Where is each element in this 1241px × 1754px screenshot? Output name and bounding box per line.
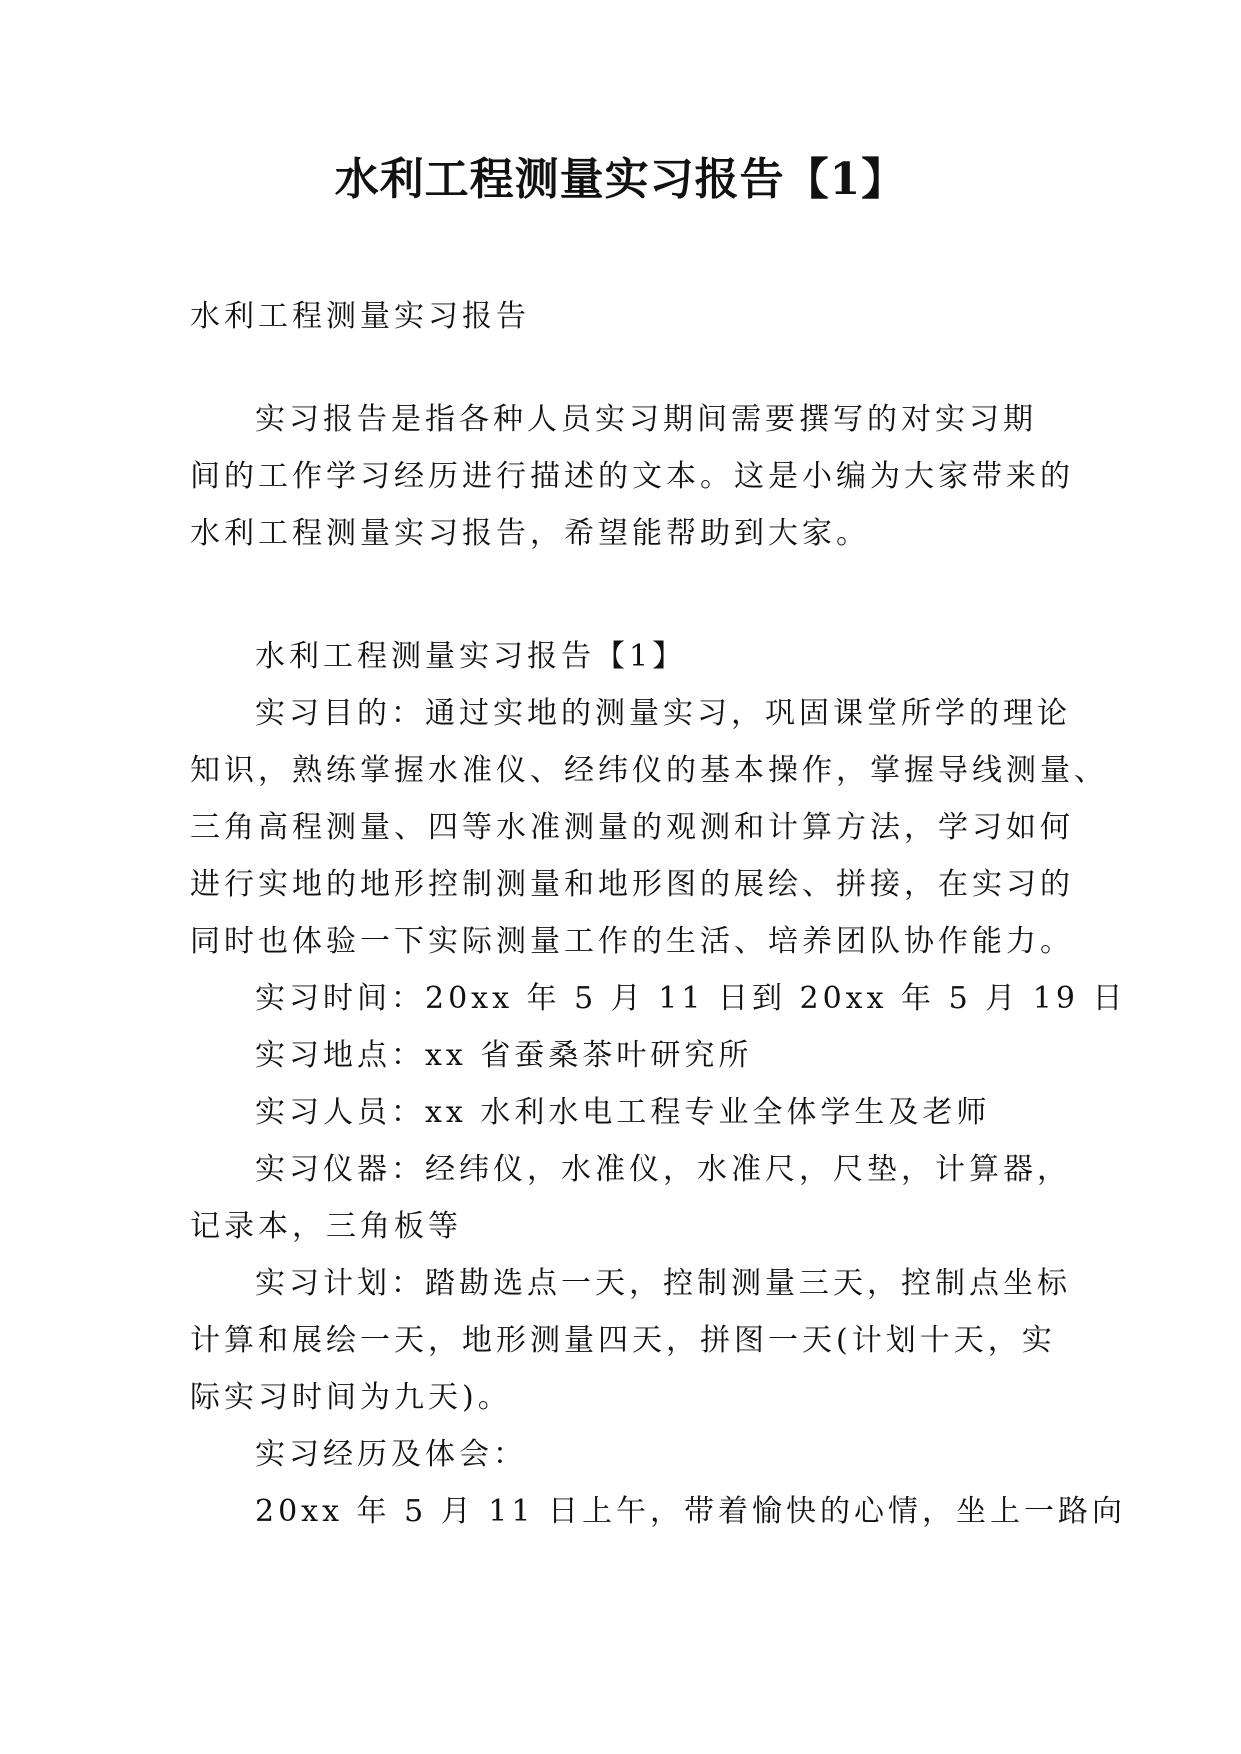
paragraph-line: 水利工程测量实习报告，希望能帮助到大家。 — [190, 516, 870, 551]
paragraph-line: 记录本，三角板等 — [190, 1209, 462, 1244]
internship-instruments: 实习仪器：经纬仪，水准仪，水准尺，尺垫，计算器， — [255, 1152, 1071, 1187]
paragraph-line: 间的工作学习经历进行描述的文本。这是小编为大家带来的 — [190, 459, 1074, 494]
paragraph-line: 实习报告是指各种人员实习期间需要撰写的对实习期 — [255, 402, 1037, 437]
document-subtitle: 水利工程测量实习报告 — [190, 299, 530, 334]
paragraph-line: 20xx 年 5 月 11 日上午，带着愉快的心情，坐上一路向 — [255, 1494, 1126, 1529]
paragraph-line: 知识，熟练掌握水准仪、经纬仪的基本操作，掌握导线测量、 — [190, 753, 1108, 788]
paragraph-line: 计算和展绘一天，地形测量四天，拼图一天(计划十天，实 — [190, 1323, 1056, 1358]
internship-plan: 实习计划：踏勘选点一天，控制测量三天，控制点坐标 — [255, 1266, 1071, 1301]
paragraph-line: 进行实地的地形控制测量和地形图的展绘、拼接，在实习的 — [190, 867, 1074, 902]
internship-time: 实习时间：20xx 年 5 月 11 日到 20xx 年 5 月 19 日 — [255, 981, 1127, 1016]
internship-location: 实习地点：xx 省蚕桑茶叶研究所 — [255, 1038, 753, 1073]
document-title: 水利工程测量实习报告【1】 — [334, 154, 907, 205]
paragraph-line: 三角高程测量、四等水准测量的观测和计算方法，学习如何 — [190, 810, 1074, 845]
paragraph-line: 实习目的：通过实地的测量实习，巩固课堂所学的理论 — [255, 696, 1071, 731]
paragraph-line: 际实习时间为九天)。 — [190, 1380, 512, 1415]
section-heading: 水利工程测量实习报告【1】 — [255, 639, 687, 674]
internship-personnel: 实习人员：xx 水利水电工程专业全体学生及老师 — [255, 1095, 991, 1130]
paragraph-line: 同时也体验一下实际测量工作的生活、培养团队协作能力。 — [190, 924, 1074, 959]
section-heading: 实习经历及体会： — [255, 1437, 527, 1472]
